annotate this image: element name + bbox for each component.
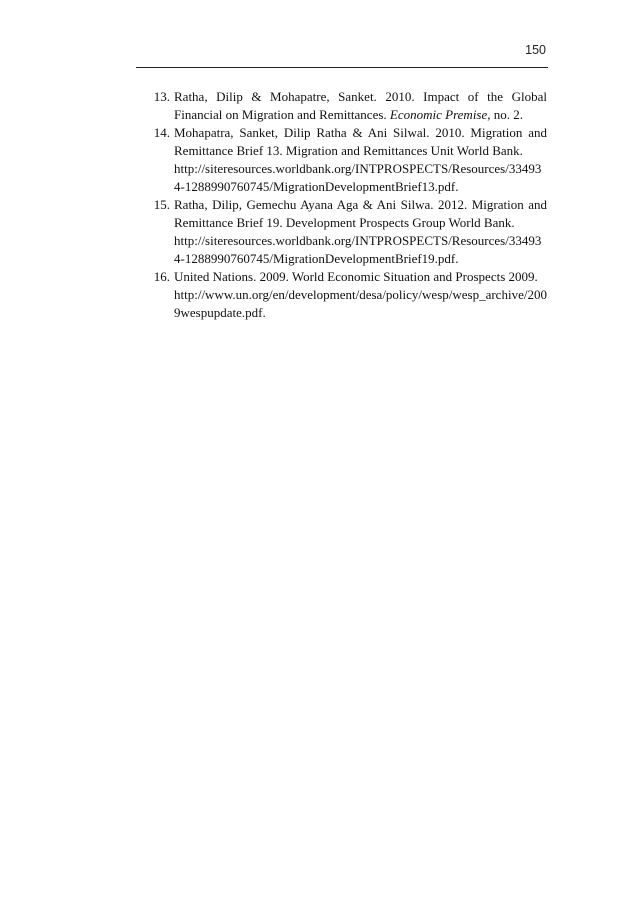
reference-number: 16.: [153, 269, 170, 284]
reference-item-16: [130, 268, 547, 322]
reference-number: 13.: [153, 89, 170, 104]
reference-citation: Mohapatra, Sanket, Dilip Ratha & Ani Silwal. 2010. Migration and Remittance Brief 13. Migration and Remittances Unit World Bank.: [174, 125, 547, 158]
reference-citation: Ratha, Dilip, Gemechu Ayana Aga & Ani Silwa. 2012. Migration and Remittance Brief 19. Development Prospects Group World Bank.: [174, 197, 547, 230]
reference-citation: United Nations. 2009. World Economic Situation and Prospects 2009.: [174, 269, 538, 284]
reference-url-link[interactable]: http://siteresources.worldbank.org/INTPROSPECTS/Resources/334934-1288990760745/MigrationDevelopmentBrief19.pdf.: [174, 233, 542, 266]
reference-item-13: [130, 88, 547, 124]
reference-item-14: [130, 124, 547, 196]
reference-number: 15.: [153, 197, 170, 212]
reference-text: [174, 124, 547, 196]
reference-url-link[interactable]: http://www.un.org/en/development/desa/policy/wesp/wesp_archive/2009wespupdate.pdf.: [174, 287, 547, 320]
header-rule: [136, 67, 548, 68]
reference-citation: Ratha, Dilip & Mohapatre, Sanket. 2010. Impact of the Global Financial on Migration and Remittances.: [174, 89, 547, 122]
reference-number: 14.: [153, 125, 170, 140]
reference-url-link[interactable]: http://siteresources.worldbank.org/INTPROSPECTS/Resources/334934-1288990760745/MigrationDevelopmentBrief13.pdf.: [174, 161, 542, 194]
reference-item-15: [130, 196, 547, 268]
page-number: 150: [525, 43, 546, 57]
reference-text: [174, 268, 547, 322]
reference-citation-tail: , no. 2.: [487, 107, 524, 122]
reference-text: [174, 88, 547, 124]
reference-text: [174, 196, 547, 268]
reference-journal-title: Economic Premise: [389, 107, 488, 122]
reference-list: [130, 88, 547, 322]
